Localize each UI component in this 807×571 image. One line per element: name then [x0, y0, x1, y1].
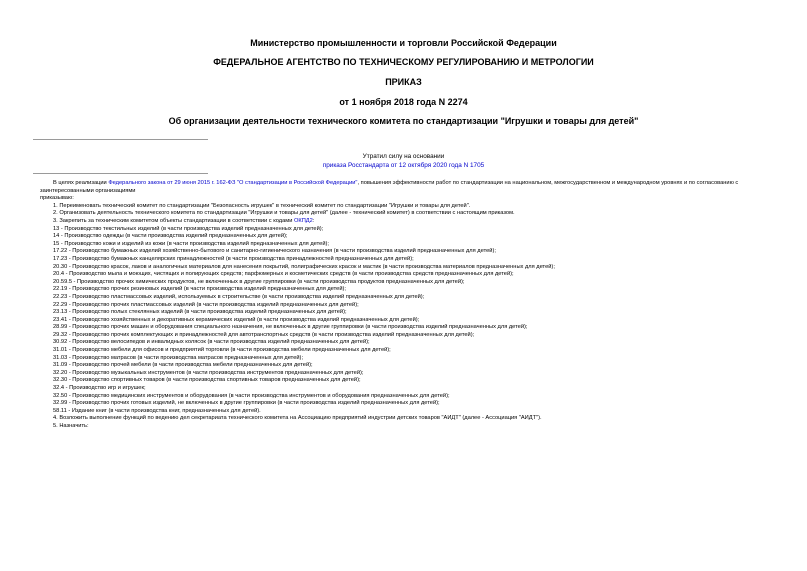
code-item: 23.13 - Производство полых стеклянных изделий (в части производства изделий предназначенных для детей);: [53, 309, 347, 316]
list-item: [40, 218, 770, 226]
code-item: 20.30 - Производство красок, лаков и аналогичных материалов для нанесения покрытий, полиграфических красок и мастик (в части производства материалов предназначенных для детей);: [53, 263, 555, 270]
code-item: 29.32 - Производство прочих комплектующих и принадлежностей для автотранспортных средств (в части производства изделий предназначенных для детей);: [53, 331, 475, 338]
federal-law-link[interactable]: Федерального закона от 29 июня 2015 г. 162-ФЗ "О стандартизации в Российской Федерации": [108, 180, 358, 186]
code-item: 28.99 - Производство прочих машин и оборудования специального назначения, не включенных в другие группировки (в части производства изделий предназначенных для детей);: [53, 324, 528, 331]
item-text: :: [312, 217, 315, 224]
code-item: 32.99 - Производство прочих готовых изделий, не включенных в другие группировки (в части производства изделий предназначенных для детей);: [53, 400, 440, 407]
item-text: 3. Закрепить за техническим комитетом объекты стандартизации в соответствии с кодами: [53, 217, 294, 224]
divider: [33, 139, 208, 140]
divider: [33, 173, 208, 174]
ministry-heading: Министерство промышленности и торговли Российской Федерации: [250, 38, 557, 48]
code-item: 31.09 - Производство прочей мебели (в части производства мебели предназначенных для детей);: [53, 362, 313, 369]
list-item: 5. Назначить:: [53, 423, 89, 429]
code-item: 14 - Производство одежды (в части производства изделий предназначенных для детей);: [53, 233, 288, 240]
code-item: 22.23 - Производство пластмассовых изделий, используемых в строительстве (в части производства изделий предназначенных для детей);: [53, 293, 425, 300]
code-item: 58.11 - Издание книг (в части производства книг, предназначенных для детей).: [53, 407, 261, 414]
preamble-text: В целях реализации: [53, 180, 109, 186]
order-word: приказываю:: [40, 195, 74, 202]
code-item: 20.4 - Производство мыла и моющих, чистящих и полирующих средств; парфюмерных и косметических средств (в части производства средств предназначенных для детей);: [53, 271, 514, 278]
code-item: 22.19 - Производство прочих резиновых изделий (в части производства изделий предназначенных для детей);: [53, 286, 346, 293]
date-number-heading: от 1 ноября 2018 года N 2274: [339, 97, 468, 107]
code-item: 17.22 - Производство бумажных изделий хозяйственно-бытового и санитарно-гигиенического назначения (в части производства изделий предназначенных для детей);: [53, 248, 496, 255]
code-item: 17.23 - Производство бумажных канцелярских принадлежностей (в части производства принадлежностей предназначенных для детей);: [53, 255, 414, 262]
document-title: Об организации деятельности технического комитета по стандартизации "Игрушки и товары для детей": [168, 116, 639, 126]
preamble: [40, 180, 770, 195]
doc-type-heading: ПРИКАЗ: [385, 77, 422, 87]
codes-list: [40, 226, 770, 416]
code-item: 32.30 - Производство спортивных товаров (в части производства спортивных товаров предназначенных для детей);: [53, 377, 361, 384]
status-line: Утратил силу на основании: [362, 153, 445, 160]
code-item: 20.59.5 - Производство прочих химических продуктов, не включенных в другие группировки (в части производства продуктов предназначенных для детей);: [53, 278, 465, 285]
code-item: 31.01 - Производство мебели для офисов и предприятий торговли (в части производства мебели предназначенных для детей);: [53, 347, 391, 354]
agency-heading: ФЕДЕРАЛЬНОЕ АГЕНТСТВО ПО ТЕХНИЧЕСКОМУ РЕГУЛИРОВАНИЮ И МЕТРОЛОГИИ: [213, 57, 594, 67]
list-item: 2. Организовать деятельность технического комитета по стандартизации "Игрушки и товары для детей" (далее - технический комитет) в соответствии с настоящим приказом.: [53, 210, 515, 217]
status-link-line: [0, 162, 807, 170]
okpd2-link[interactable]: ОКПД2: [293, 217, 313, 224]
code-item: 32.4 - Производство игр и игрушек;: [53, 385, 146, 392]
document-body: [40, 180, 770, 431]
code-item: 32.50 - Производство медицинских инструментов и оборудования (в части производства инструментов и оборудования предназначенных для детей);: [53, 392, 450, 399]
repeal-order-link[interactable]: приказа Росстандарта от 12 октября 2020 года N 1705: [322, 162, 485, 169]
code-item: 13 - Производство текстильных изделий (в части производства изделий предназначенных для детей);: [53, 225, 324, 232]
code-item: 22.29 - Производство прочих пластмассовых изделий (в части производства изделий предназначенных для детей);: [53, 301, 359, 308]
code-item: 15 - Производство кожи и изделий из кожи (в части производства изделий предназначенных для детей);: [53, 240, 329, 247]
code-item: 23.41 - Производство хозяйственных и декоративных керамических изделий (в части производства изделий предназначенных для детей);: [53, 316, 420, 323]
list-item: 1. Переименовать технический комитет по стандартизации "Безопасность игрушек" в технический комитет по стандартизации "Игрушки и товары для детей".: [53, 202, 471, 209]
code-item: 30.92 - Производство велосипедов и инвалидных колясок (в части производства изделий предназначенных для детей);: [53, 339, 370, 346]
code-item: 31.03 - Производство матрасов (в части производства матрасов предназначенных для детей);: [53, 354, 304, 361]
list-item: 4. Возложить выполнение функций по ведению дел секретариата технического комитета на Ассоциацию предприятий индустрии детских товаров "АИДТ" (далее - Ассоциация "АИДТ").: [53, 415, 542, 422]
preamble-text: , повышения эффективности работ по стандартизации на национальном, межгосударственном и международном уровнях и по согласованию с заинтересованными организациями: [40, 180, 739, 194]
code-item: 32.20 - Производство музыкальных инструментов (в части производства инструментов предназначенных для детей);: [53, 369, 364, 376]
